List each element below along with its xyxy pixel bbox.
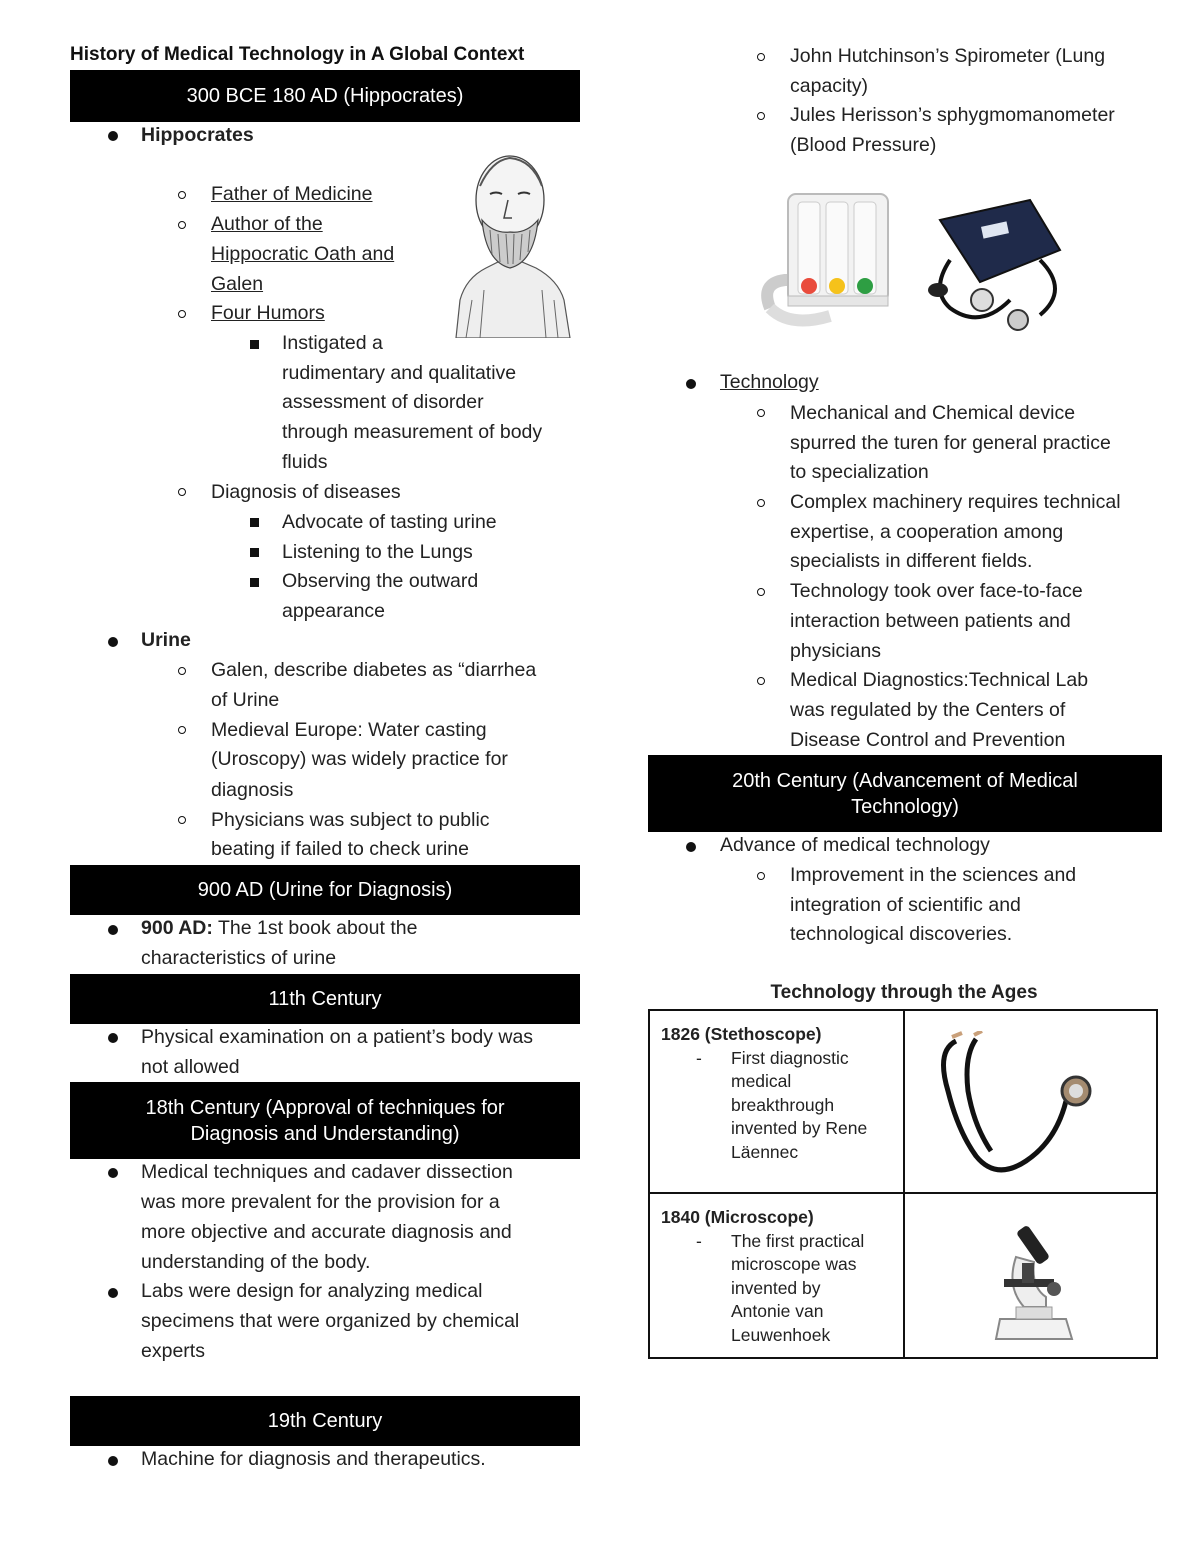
circle-bullet bbox=[178, 310, 186, 318]
spirometer-line-2: capacity) bbox=[790, 75, 869, 97]
spirometer-line-1: John Hutchinson’s Spirometer (Lung bbox=[790, 45, 1106, 67]
tech1-line-2: spurred the turen for general practice bbox=[790, 432, 1111, 454]
section-bar-20th-century bbox=[648, 755, 1162, 832]
four-humors: Four Humors bbox=[211, 302, 325, 324]
galen-line-1: Galen, describe diabetes as “diarrhea bbox=[211, 659, 537, 681]
row1-line-2: medical bbox=[731, 1071, 792, 1091]
row2-line-5: Leuwenhoek bbox=[731, 1325, 831, 1345]
document-title: History of Medical Technology in A Global Context bbox=[70, 44, 525, 65]
c19-line: Machine for diagnosis and therapeutics. bbox=[141, 1448, 486, 1470]
author-line-1: Author of the bbox=[211, 213, 323, 235]
sphygmo-line-2: (Blood Pressure) bbox=[790, 134, 937, 156]
hippocrates-bust-image bbox=[446, 150, 574, 338]
advance-heading: Advance of medical technology bbox=[720, 834, 990, 856]
circle-bullet bbox=[178, 191, 186, 199]
observing-line-1: Observing the outward bbox=[282, 570, 479, 592]
urine-heading: Urine bbox=[141, 629, 191, 651]
tech4-line-2: was regulated by the Centers of bbox=[790, 699, 1066, 721]
instigated-line-5: fluids bbox=[282, 451, 328, 473]
c11-line-1: Physical examination on a patient’s body was bbox=[141, 1026, 534, 1048]
bar-20th-line-1: 20th Century (Advancement of Medical bbox=[732, 769, 1078, 792]
bullet bbox=[108, 131, 118, 141]
tech3-line-1: Technology took over face-to-face bbox=[790, 580, 1083, 602]
bullet bbox=[108, 1033, 118, 1043]
diagnosis-of-diseases: Diagnosis of diseases bbox=[211, 481, 401, 503]
row1-line-4: invented by Rene bbox=[731, 1118, 868, 1138]
section-bar-18th-century bbox=[70, 1082, 580, 1159]
tech2-line-3: specialists in different fields. bbox=[790, 550, 1033, 572]
advance-line-1: Improvement in the sciences and bbox=[790, 864, 1077, 886]
hippocrates-heading: Hippocrates bbox=[141, 124, 254, 146]
circle-bullet bbox=[757, 409, 765, 417]
bullet bbox=[686, 842, 696, 852]
square-bullet bbox=[250, 548, 259, 557]
square-bullet bbox=[250, 518, 259, 527]
bullet bbox=[108, 1168, 118, 1178]
row1-heading: 1826 (Stethoscope) bbox=[661, 1024, 822, 1044]
circle-bullet bbox=[178, 667, 186, 675]
c18-line-1: Medical techniques and cadaver dissection bbox=[141, 1161, 513, 1183]
section-bar-11th-century: 11th Century bbox=[70, 974, 580, 1024]
spirometer-image bbox=[760, 188, 910, 333]
tech4-line-3: Disease Control and Prevention bbox=[790, 729, 1066, 751]
medieval-line-3: diagnosis bbox=[211, 779, 294, 801]
table-divider-horizontal bbox=[650, 1192, 1156, 1194]
circle-bullet bbox=[757, 872, 765, 880]
father-of-medicine: Father of Medicine bbox=[211, 183, 373, 205]
stethoscope-image bbox=[916, 1031, 1096, 1181]
instigated-line-1: Instigated a bbox=[282, 332, 383, 354]
bullet bbox=[108, 637, 118, 647]
section-bar-19th-century: 19th Century bbox=[70, 1396, 580, 1446]
circle-bullet bbox=[757, 112, 765, 120]
medieval-line-1: Medieval Europe: Water casting bbox=[211, 719, 487, 741]
tech3-line-2: interaction between patients and bbox=[790, 610, 1071, 632]
instigated-line-4: through measurement of body bbox=[282, 421, 543, 443]
bar-20th-line-2: Technology) bbox=[851, 795, 959, 818]
section-bar-hippocrates: 300 BCE 180 AD (Hippocrates) bbox=[70, 70, 580, 122]
sphygmo-line-1: Jules Herisson’s sphygmomanometer bbox=[790, 104, 1115, 126]
row1-line-1: First diagnostic bbox=[731, 1048, 849, 1068]
microscope-image bbox=[986, 1207, 1086, 1345]
circle-bullet bbox=[757, 499, 765, 507]
row2-dash: - bbox=[696, 1231, 702, 1251]
physicians-line-1: Physicians was subject to public bbox=[211, 809, 490, 831]
advance-line-2: integration of scientific and bbox=[790, 894, 1021, 916]
c18-labs-line-2: specimens that were organized by chemical bbox=[141, 1310, 520, 1332]
c11-line-2: not allowed bbox=[141, 1056, 240, 1078]
bullet bbox=[686, 379, 696, 389]
ad900-text: The 1st book about the bbox=[212, 917, 418, 939]
tech1-line-3: to specialization bbox=[790, 461, 929, 483]
galen-line-2: of Urine bbox=[211, 689, 280, 711]
row2-line-2: microscope was bbox=[731, 1254, 857, 1274]
tech2-line-1: Complex machinery requires technical bbox=[790, 491, 1121, 513]
row2-line-1: The first practical bbox=[731, 1231, 865, 1251]
c18-labs-line-1: Labs were design for analyzing medical bbox=[141, 1280, 483, 1302]
circle-bullet bbox=[178, 221, 186, 229]
tasting-urine: Advocate of tasting urine bbox=[282, 511, 497, 533]
circle-bullet bbox=[757, 677, 765, 685]
author-line-3: Galen bbox=[211, 273, 264, 295]
c18-labs-line-3: experts bbox=[141, 1340, 205, 1362]
ad900-line-1 bbox=[141, 913, 417, 943]
observing-line-2: appearance bbox=[282, 600, 386, 622]
bullet bbox=[108, 925, 118, 935]
c18-line-2: was more prevalent for the provision for a bbox=[141, 1191, 500, 1213]
bar-18th-line-1: 18th Century (Approval of techniques for bbox=[145, 1096, 505, 1119]
bullet bbox=[108, 1456, 118, 1466]
section-bar-900ad: 900 AD (Urine for Diagnosis) bbox=[70, 865, 580, 915]
tech3-line-3: physicians bbox=[790, 640, 882, 662]
instigated-line-2: rudimentary and qualitative bbox=[282, 362, 517, 384]
square-bullet bbox=[250, 578, 259, 587]
table-divider-vertical bbox=[903, 1011, 905, 1357]
row1-line-5: Läennec bbox=[731, 1142, 799, 1162]
medieval-line-2: (Uroscopy) was widely practice for bbox=[211, 748, 508, 770]
technology-table bbox=[648, 1009, 1158, 1359]
row2-line-4: Antonie van bbox=[731, 1301, 824, 1321]
circle-bullet bbox=[757, 588, 765, 596]
advance-line-3: technological discoveries. bbox=[790, 923, 1013, 945]
bar-18th-line-2: Diagnosis and Understanding) bbox=[190, 1122, 460, 1145]
circle-bullet bbox=[178, 816, 186, 824]
circle-bullet bbox=[178, 726, 186, 734]
row1-line-3: breakthrough bbox=[731, 1095, 835, 1115]
listening-lungs: Listening to the Lungs bbox=[282, 541, 473, 563]
tech2-line-2: expertise, a cooperation among bbox=[790, 521, 1064, 543]
row1-dash: - bbox=[696, 1048, 702, 1068]
sphygmomanometer-image bbox=[920, 190, 1072, 332]
row2-heading: 1840 (Microscope) bbox=[661, 1207, 814, 1227]
ad900-bold-label: 900 AD: bbox=[141, 917, 213, 939]
instigated-line-3: assessment of disorder bbox=[282, 391, 484, 413]
tech4-line-1: Medical Diagnostics:Technical Lab bbox=[790, 669, 1089, 691]
table-title: Technology through the Ages bbox=[770, 982, 1038, 1003]
author-line-2: Hippocratic Oath and bbox=[211, 243, 395, 265]
c18-line-3: more objective and accurate diagnosis and bbox=[141, 1221, 512, 1243]
tech1-line-1: Mechanical and Chemical device bbox=[790, 402, 1076, 424]
bullet bbox=[108, 1288, 118, 1298]
circle-bullet bbox=[178, 488, 186, 496]
physicians-line-2: beating if failed to check urine bbox=[211, 838, 469, 860]
ad900-line-2: characteristics of urine bbox=[141, 947, 337, 969]
circle-bullet bbox=[757, 53, 765, 61]
square-bullet bbox=[250, 340, 259, 349]
technology-heading: Technology bbox=[720, 371, 819, 393]
row2-line-3: invented by bbox=[731, 1278, 821, 1298]
c18-line-4: understanding of the body. bbox=[141, 1251, 371, 1273]
